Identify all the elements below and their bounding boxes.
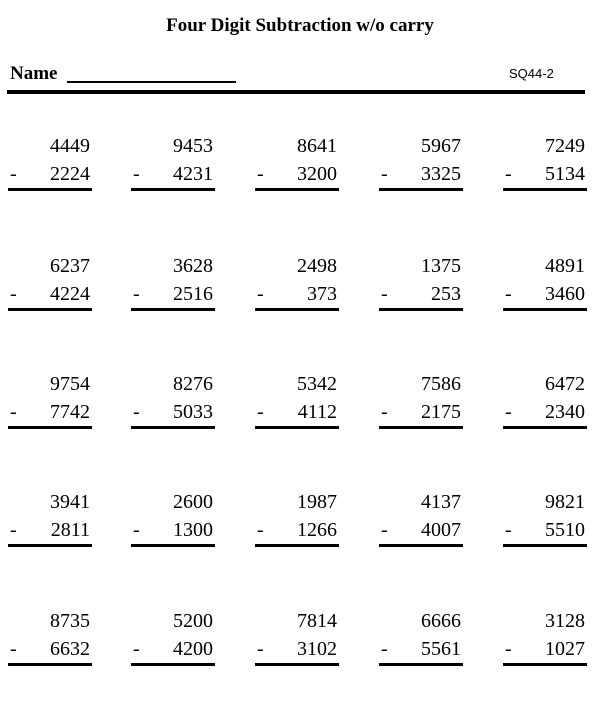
subtrahend: 2516 <box>173 283 213 305</box>
subtrahend: 4007 <box>421 519 461 541</box>
answer-line[interactable] <box>379 544 463 547</box>
minuend: 3128 <box>545 610 585 632</box>
answer-line[interactable] <box>255 544 339 547</box>
minuend: 4449 <box>50 135 90 157</box>
answer-line[interactable] <box>503 544 587 547</box>
subtrahend: 5561 <box>421 638 461 660</box>
subtraction-problem <box>505 254 585 322</box>
subtrahend: 4200 <box>173 638 213 660</box>
answer-line[interactable] <box>379 188 463 191</box>
minus-sign: - <box>133 401 140 423</box>
subtrahend: 253 <box>431 283 461 305</box>
subtraction-problem <box>10 254 90 322</box>
subtrahend: 2224 <box>50 163 90 185</box>
answer-line[interactable] <box>131 308 215 311</box>
name-blank-line[interactable] <box>67 81 236 83</box>
minuend: 4137 <box>421 491 461 513</box>
answer-line[interactable] <box>131 544 215 547</box>
subtrahend: 1027 <box>545 638 585 660</box>
answer-line[interactable] <box>255 188 339 191</box>
subtraction-problem <box>381 490 461 558</box>
answer-line[interactable] <box>255 663 339 666</box>
subtraction-problem <box>10 372 90 440</box>
answer-line[interactable] <box>131 188 215 191</box>
subtraction-problem <box>257 372 337 440</box>
answer-line[interactable] <box>8 544 92 547</box>
answer-line[interactable] <box>503 663 587 666</box>
subtrahend: 1266 <box>297 519 337 541</box>
minus-sign: - <box>505 163 512 185</box>
answer-line[interactable] <box>379 308 463 311</box>
subtraction-problem <box>133 254 213 322</box>
minus-sign: - <box>133 638 140 660</box>
answer-line[interactable] <box>255 426 339 429</box>
name-label: Name <box>10 63 58 84</box>
subtrahend: 3325 <box>421 163 461 185</box>
minuend: 1987 <box>297 491 337 513</box>
subtrahend: 3102 <box>297 638 337 660</box>
subtrahend: 3200 <box>297 163 337 185</box>
subtrahend: 373 <box>307 283 337 305</box>
answer-line[interactable] <box>131 663 215 666</box>
minuend: 8276 <box>173 373 213 395</box>
minus-sign: - <box>257 401 264 423</box>
minuend: 7586 <box>421 373 461 395</box>
minus-sign: - <box>505 519 512 541</box>
minuend: 4891 <box>545 255 585 277</box>
minus-sign: - <box>257 638 264 660</box>
minuend: 8641 <box>297 135 337 157</box>
minuend: 7814 <box>297 610 337 632</box>
minus-sign: - <box>381 163 388 185</box>
subtrahend: 4231 <box>173 163 213 185</box>
minuend: 6666 <box>421 610 461 632</box>
subtrahend: 7742 <box>50 401 90 423</box>
subtraction-problem <box>133 490 213 558</box>
subtraction-problem <box>505 609 585 677</box>
subtraction-problem <box>381 134 461 202</box>
subtraction-problem <box>381 372 461 440</box>
subtraction-problem <box>133 134 213 202</box>
header-divider <box>7 90 585 94</box>
minus-sign: - <box>381 638 388 660</box>
minus-sign: - <box>505 638 512 660</box>
answer-line[interactable] <box>8 663 92 666</box>
subtraction-problem <box>10 490 90 558</box>
subtrahend: 4224 <box>50 283 90 305</box>
minuend: 9821 <box>545 491 585 513</box>
minus-sign: - <box>381 283 388 305</box>
minuend: 5967 <box>421 135 461 157</box>
subtrahend: 4112 <box>297 401 337 423</box>
minus-sign: - <box>381 401 388 423</box>
minuend: 7249 <box>545 135 585 157</box>
minus-sign: - <box>133 283 140 305</box>
subtraction-problem <box>381 254 461 322</box>
answer-line[interactable] <box>8 308 92 311</box>
minuend: 6472 <box>545 373 585 395</box>
subtraction-problem <box>257 609 337 677</box>
subtraction-problem <box>257 254 337 322</box>
minus-sign: - <box>10 519 17 541</box>
answer-line[interactable] <box>503 188 587 191</box>
answer-line[interactable] <box>8 188 92 191</box>
subtraction-problem <box>133 372 213 440</box>
minus-sign: - <box>257 283 264 305</box>
minuend: 8735 <box>50 610 90 632</box>
subtrahend: 5033 <box>173 401 213 423</box>
minus-sign: - <box>257 163 264 185</box>
subtrahend: 2175 <box>421 401 461 423</box>
subtrahend: 2811 <box>50 519 90 541</box>
subtraction-problem <box>381 609 461 677</box>
minuend: 9754 <box>50 373 90 395</box>
minuend: 9453 <box>173 135 213 157</box>
minus-sign: - <box>505 401 512 423</box>
minuend: 2600 <box>173 491 213 513</box>
subtrahend: 3460 <box>545 283 585 305</box>
answer-line[interactable] <box>255 308 339 311</box>
minus-sign: - <box>10 638 17 660</box>
subtrahend: 6632 <box>50 638 90 660</box>
subtrahend: 2340 <box>545 401 585 423</box>
answer-line[interactable] <box>8 426 92 429</box>
subtraction-problem <box>505 134 585 202</box>
subtraction-problem <box>505 372 585 440</box>
worksheet-title: Four Digit Subtraction w/o carry <box>166 15 434 36</box>
subtraction-problem <box>10 134 90 202</box>
minus-sign: - <box>257 519 264 541</box>
minus-sign: - <box>133 519 140 541</box>
subtraction-problem <box>505 490 585 558</box>
subtraction-problem <box>10 609 90 677</box>
minus-sign: - <box>505 283 512 305</box>
minuend: 2498 <box>297 255 337 277</box>
minus-sign: - <box>10 283 17 305</box>
subtraction-problem <box>133 609 213 677</box>
answer-line[interactable] <box>379 663 463 666</box>
subtraction-problem <box>257 490 337 558</box>
answer-line[interactable] <box>131 426 215 429</box>
subtraction-problem <box>257 134 337 202</box>
minuend: 3941 <box>50 491 90 513</box>
answer-line[interactable] <box>503 426 587 429</box>
subtrahend: 5510 <box>545 519 585 541</box>
answer-line[interactable] <box>503 308 587 311</box>
minuend: 3628 <box>173 255 213 277</box>
minus-sign: - <box>381 519 388 541</box>
minus-sign: - <box>10 401 17 423</box>
minus-sign: - <box>10 163 17 185</box>
minuend: 6237 <box>50 255 90 277</box>
minuend: 5200 <box>173 610 213 632</box>
minus-sign: - <box>133 163 140 185</box>
minuend: 5342 <box>297 373 337 395</box>
answer-line[interactable] <box>379 426 463 429</box>
minuend: 1375 <box>421 255 461 277</box>
subtrahend: 1300 <box>173 519 213 541</box>
subtrahend: 5134 <box>545 163 585 185</box>
worksheet-code: SQ44-2 <box>509 66 554 81</box>
